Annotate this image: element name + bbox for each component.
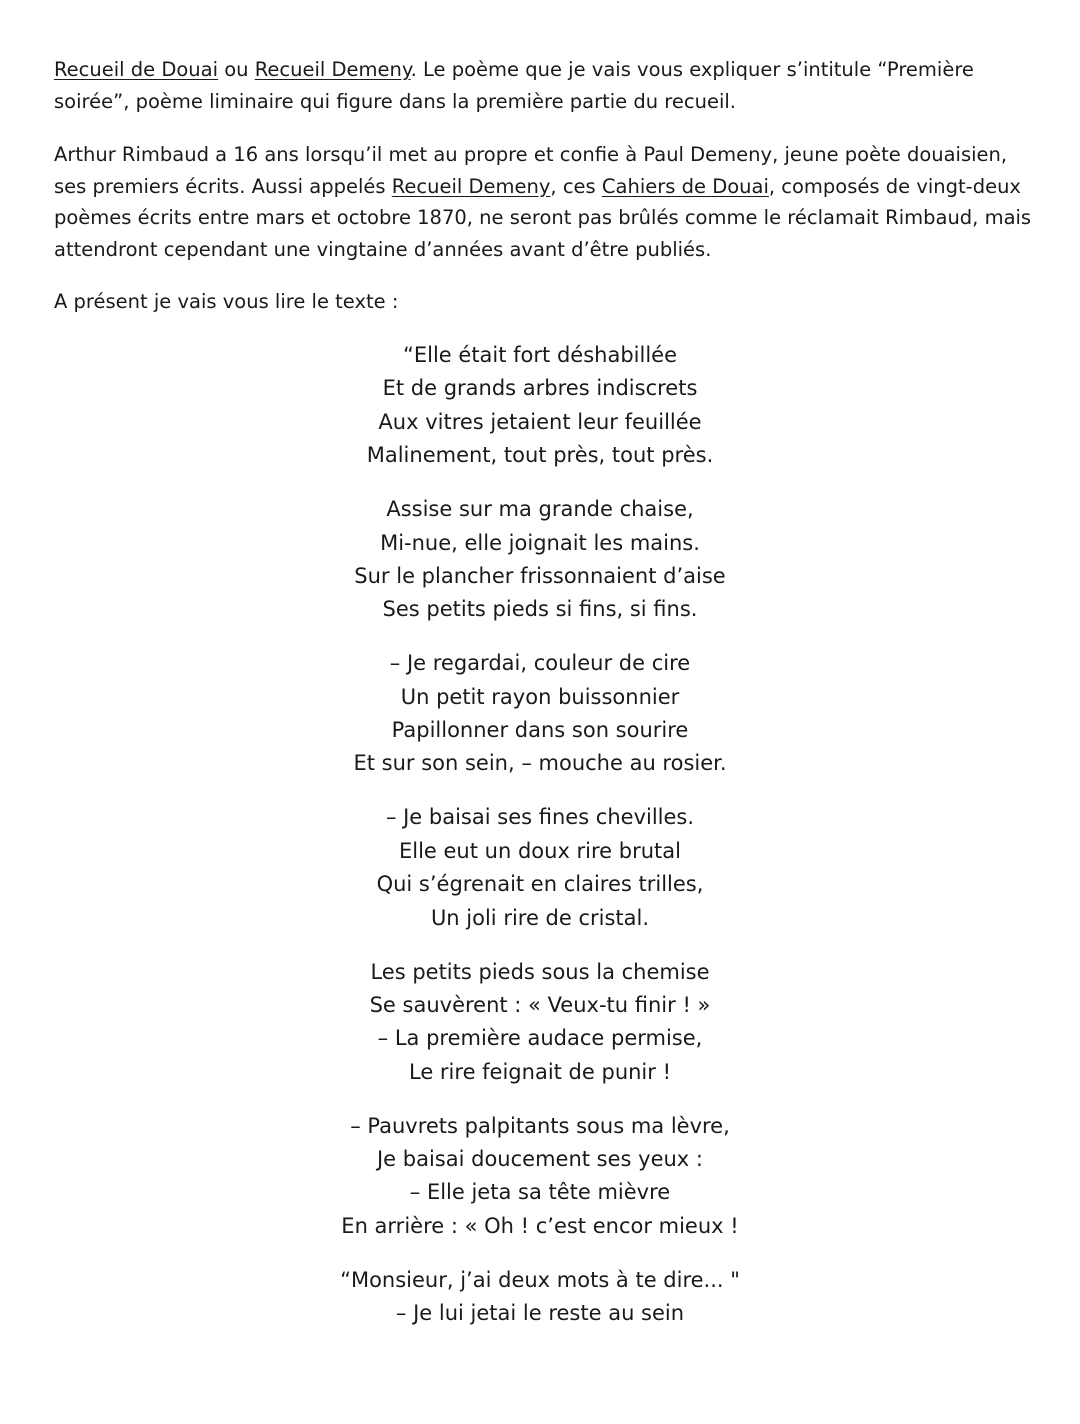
poem-line: Elle eut un doux rire brutal	[398, 838, 681, 863]
poem-line: – Elle jeta sa tête mièvre	[409, 1180, 671, 1205]
text-fragment: . Le poème que je vais vous expliquer s’intitule “Première soirée”, poème liminaire qui figure dans la première partie du recueil.	[54, 58, 974, 113]
poem-stanza	[0, 1110, 1080, 1244]
poem-line: Le rire feignait de punir !	[409, 1059, 671, 1084]
text-fragment: , ces	[550, 174, 602, 198]
link-recueil-demeny-2[interactable]: Recueil Demeny	[391, 174, 551, 198]
poem-line: Et sur son sein, – mouche au rosier.	[353, 751, 727, 776]
poem	[0, 339, 1080, 1351]
poem-stanza	[0, 801, 1080, 935]
poem-line: “Elle était fort déshabillée	[402, 343, 677, 367]
text-fragment: , composés de vingt-deux poèmes écrits entre mars et octobre 1870, ne seront pas brûlés comme le réclamait Rimbaud, mais attendront cependant une vingtaine d’années avant d’être publiés.	[54, 174, 1032, 261]
poem-line: Un petit rayon buissonnier	[400, 684, 680, 709]
poem-line: – Je regardai, couleur de cire	[389, 651, 691, 676]
link-recueil-demeny[interactable]: Recueil Demeny	[254, 58, 411, 81]
poem-line: Papillonner dans son sourire	[391, 718, 689, 743]
poem-stanza	[0, 339, 1080, 473]
poem-line: Et de grands arbres indiscrets	[382, 376, 698, 401]
poem-line: “Monsieur, j’ai deux mots à te dire... "	[340, 1267, 740, 1292]
poem-line: – Je lui jetai le reste au sein	[395, 1301, 685, 1326]
poem-line: Je baisai doucement ses yeux :	[376, 1147, 703, 1172]
poem-stanza	[0, 493, 1080, 627]
text-fragment: ou	[218, 58, 255, 81]
text-fragment: Arthur Rimbaud a 16 ans lorsqu’il met au propre et confie à Paul Demeny, jeune poète douaisien, ses premiers écrits. Aussi appelés	[54, 143, 1008, 198]
intro-paragraph-2	[54, 139, 1039, 265]
poem-stanza	[0, 647, 1080, 781]
poem-line: – Je baisai ses fines chevilles.	[385, 805, 695, 830]
link-recueil-de-douai[interactable]: Recueil de Douai	[54, 58, 219, 81]
poem-line: Qui s’égrenait en claires trilles,	[376, 872, 704, 897]
poem-stanza	[0, 956, 1080, 1090]
poem-line: – Pauvrets palpitants sous ma lèvre,	[350, 1113, 730, 1138]
poem-line: Se sauvèrent : « Veux-tu finir ! »	[369, 992, 711, 1017]
poem-line: Les petits pieds sous la chemise	[370, 959, 710, 984]
poem-stanza	[0, 1264, 1080, 1331]
poem-line: Assise sur ma grande chaise,	[386, 497, 694, 522]
intro-paragraph-1	[54, 54, 1039, 117]
poem-line: Aux vitres jetaient leur feuillée	[378, 409, 702, 434]
poem-line: Ses petits pieds si fins, si fins.	[382, 597, 698, 622]
intro-paragraph-3	[54, 286, 1039, 318]
poem-line: En arrière : « Oh ! c’est encor mieux !	[341, 1213, 739, 1238]
poem-line: Mi-nue, elle joignait les mains.	[380, 530, 700, 555]
poem-line: Un joli rire de cristal.	[430, 905, 650, 930]
poem-line: Sur le plancher frissonnaient d’aise	[354, 563, 726, 588]
link-cahiers-de-douai[interactable]: Cahiers de Douai	[601, 174, 769, 198]
poem-line: – La première audace permise,	[377, 1026, 703, 1051]
text-fragment: A présent je vais vous lire le texte :	[54, 290, 399, 313]
poem-line: Malinement, tout près, tout près.	[366, 443, 714, 468]
